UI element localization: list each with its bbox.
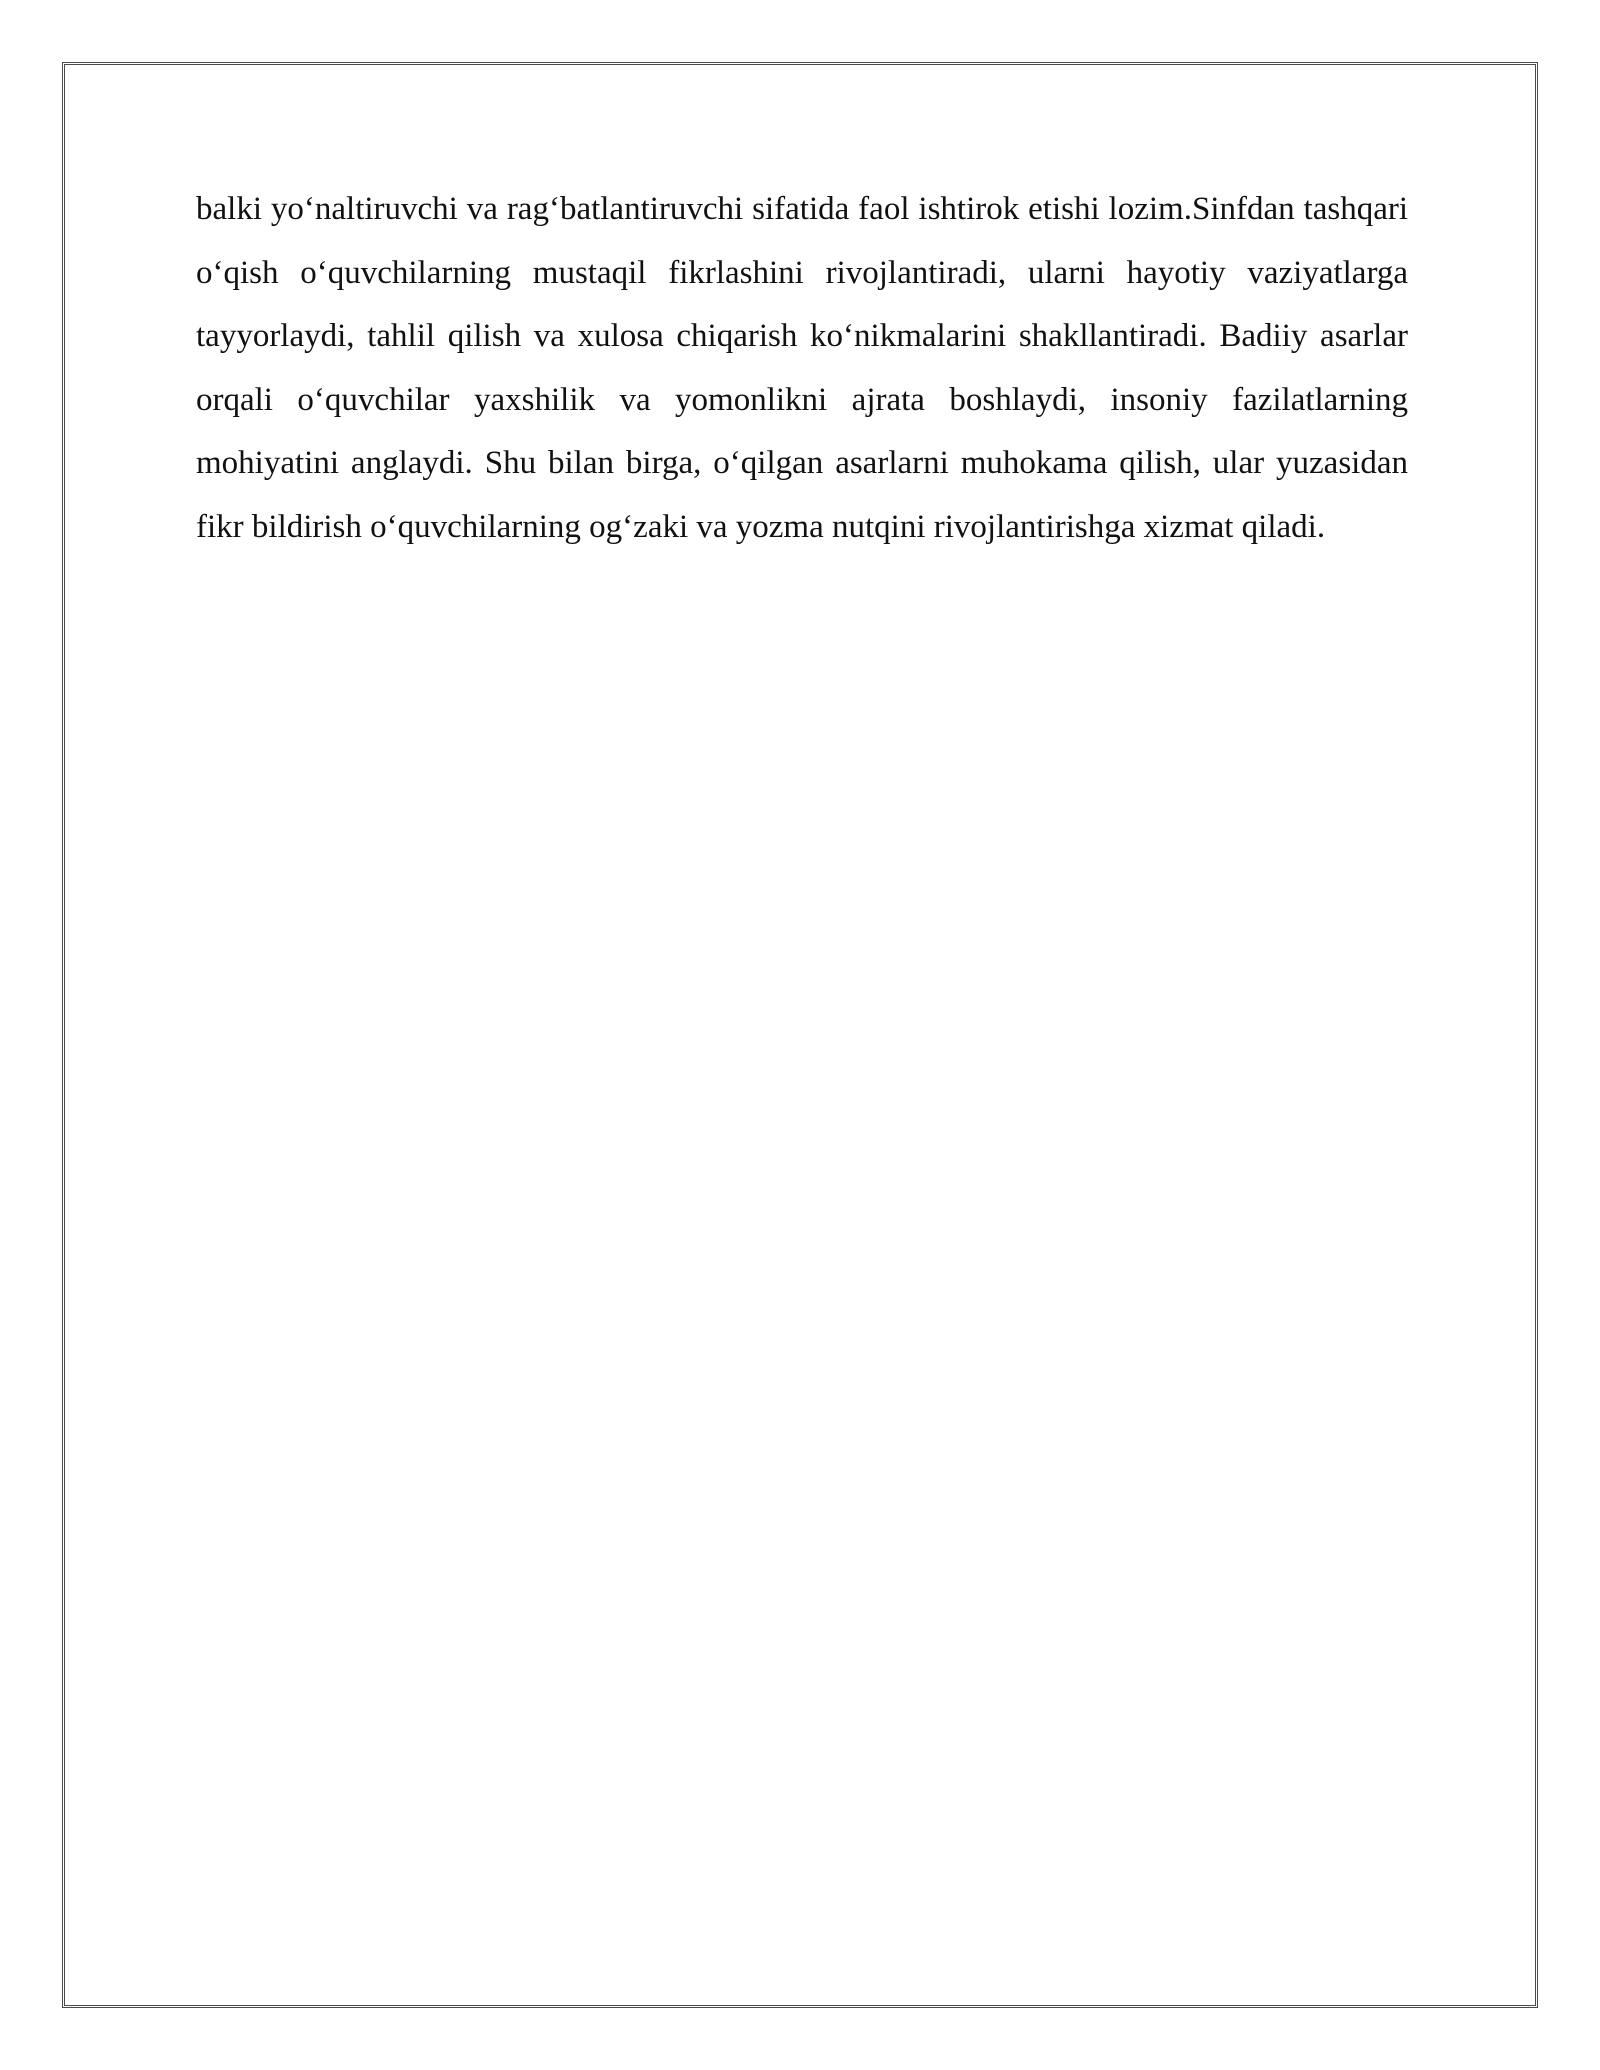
page-body: [196, 178, 1408, 559]
body-paragraph: balki yo‘naltiruvchi va rag‘batlantiruvchi sifatida faol ishtirok etishi lozim.Sinfdan tashqari o‘qish o‘quvchilarning mustaqil fikrlashini rivojlantiradi, ularni hayotiy vaziyatlarga tayyorlaydi, tahlil qilish va xulosa chiqarish ko‘nikmalarini shakllantiradi. Badiiy asarlar orqali o‘quvchilar yaxshilik va yomonlikni ajrata boshlaydi, insoniy fazilatlarning mohiyatini anglaydi. Shu bilan birga, o‘qilgan asarlarni muhokama qilish, ular yuzasidan fikr bildirish o‘quvchilarning og‘zaki va yozma nutqini rivojlantirishga xizmat qiladi.: [196, 191, 1408, 545]
